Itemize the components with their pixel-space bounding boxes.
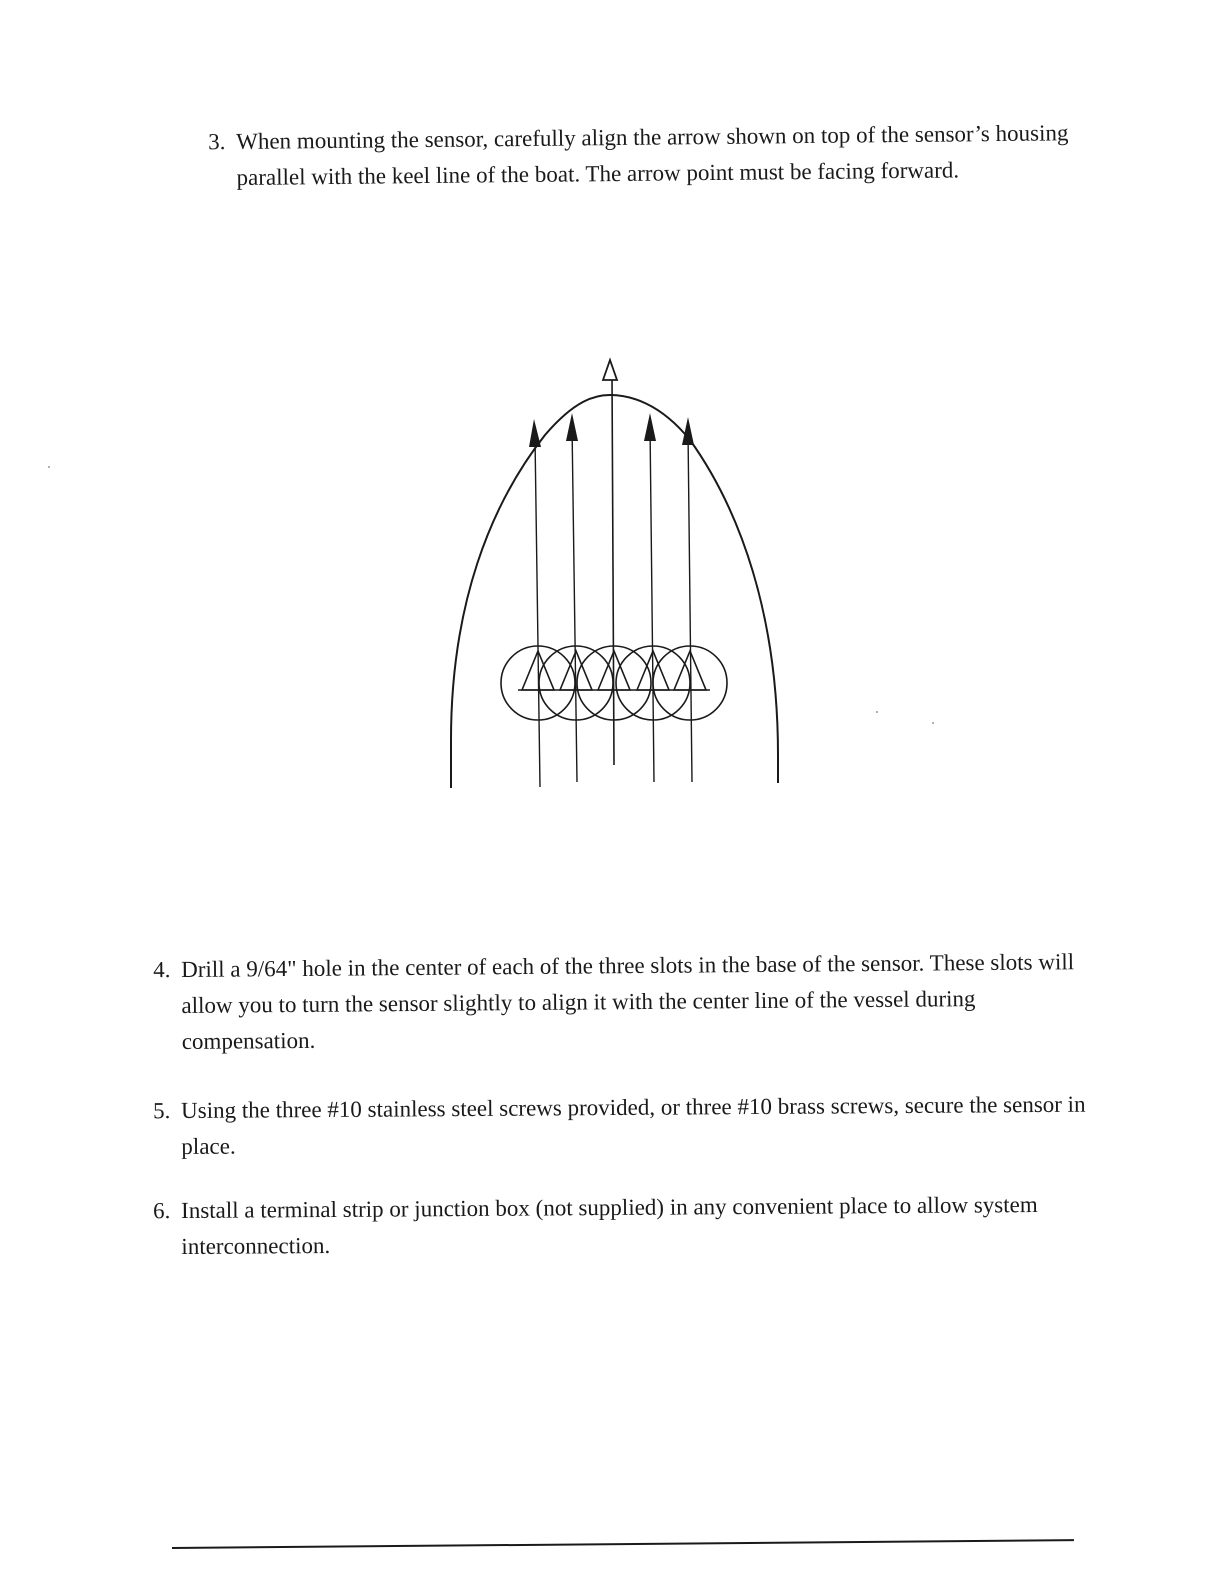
step-number: 4. — [153, 957, 171, 983]
alignment-line — [688, 431, 692, 782]
step-5 — [153, 1087, 1096, 1165]
step-text: Using the three #10 stainless steel screws provided, or three #10 brass screws, secure the sensor in place. — [181, 1091, 1086, 1159]
scan-speck — [876, 711, 878, 713]
scan-speck — [48, 466, 50, 468]
alignment-line — [535, 437, 540, 787]
arrow-head-icon — [566, 413, 578, 441]
arrow-head-icon — [644, 413, 656, 441]
step-text: Install a terminal strip or junction box (not supplied) in any convenient place to allow system interconnection. — [181, 1192, 1038, 1259]
arrow-head-icon — [529, 419, 541, 447]
footer-rule — [172, 1539, 1074, 1549]
step-text: When mounting the sensor, carefully align the arrow shown on top of the sensor’s housing parallel with the keel line of the boat. The arrow point must be facing forward. — [236, 120, 1069, 190]
step-6 — [153, 1187, 1096, 1265]
step-number: 6. — [153, 1198, 171, 1224]
forward-arrow-icon — [603, 360, 617, 380]
step-4 — [153, 944, 1097, 1060]
boat-alignment-diagram — [420, 345, 820, 805]
alignment-line — [572, 425, 577, 782]
scan-speck — [932, 722, 934, 724]
step-number: 5. — [153, 1098, 171, 1124]
alignment-line — [650, 425, 654, 782]
step-text: Drill a 9/64" hole in the center of each of the three slots in the base of the sensor. These slots will allow you to turn the sensor slightly to align it with the center line of the vessel during compensation. — [181, 949, 1075, 1054]
arrow-head-icon — [682, 417, 694, 445]
step-3 — [208, 115, 1087, 196]
step-number: 3. — [208, 129, 226, 155]
keel-line — [612, 375, 614, 765]
